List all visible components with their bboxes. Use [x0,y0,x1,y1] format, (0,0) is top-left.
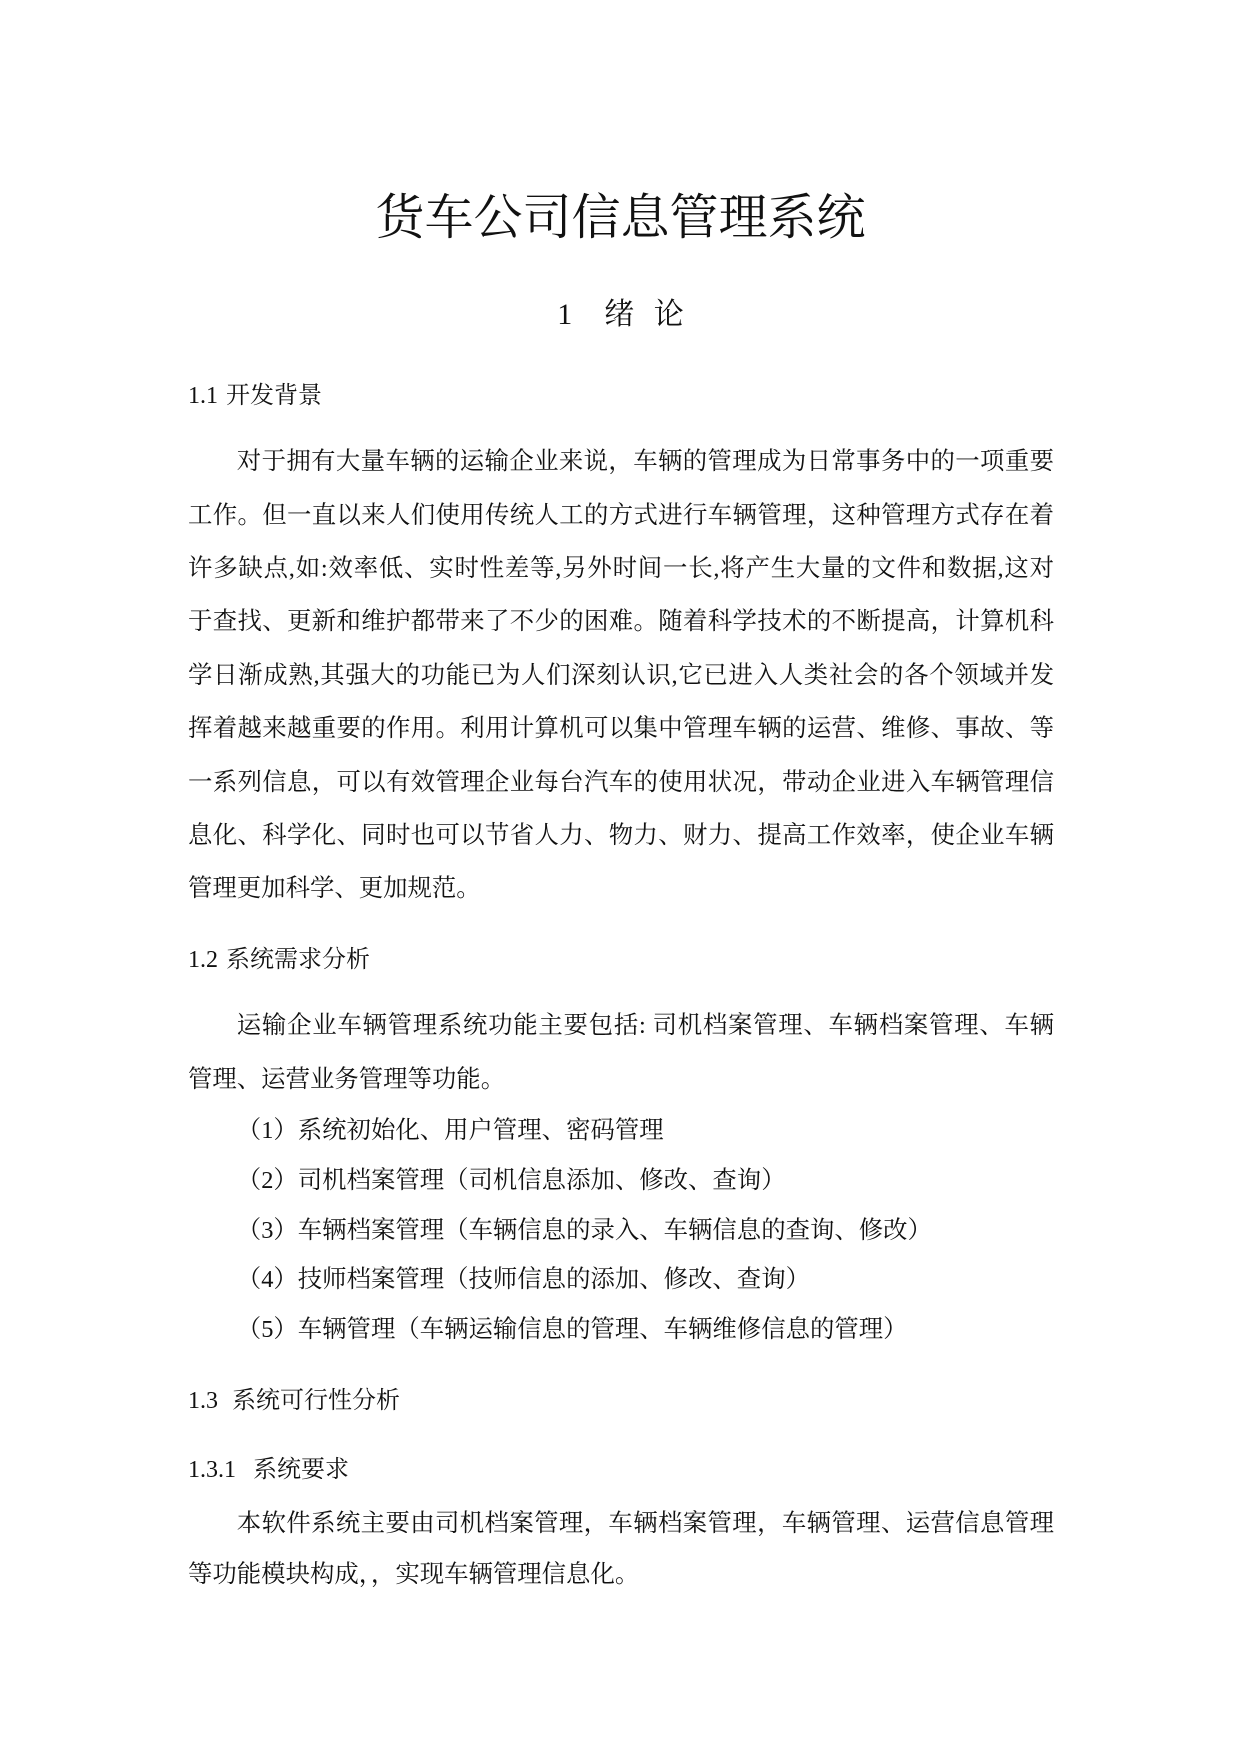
section-title: 系统可行性分析 [232,1386,400,1414]
subsection-number: 1.3.1 [188,1457,236,1483]
paragraph-line: 等功能模块构成，，实现车辆管理信息化。 [188,1560,640,1588]
list-item: （5）车辆管理（车辆运输信息的管理、车辆维修信息的管理） [236,1316,908,1343]
section-heading-1-3 [188,1384,400,1416]
requirements-list [188,1106,1054,1355]
chapter-number: 1 [557,298,573,331]
list-item: （4）技师档案管理（技师信息的添加、修改、查询） [236,1266,810,1294]
list-item: （1）系统初始化、用户管理、密码管理 [236,1117,664,1144]
paragraph-system-requirements [188,1498,1054,1600]
paragraph-line: 对于拥有大量车辆的运输企业来说，车辆的管理成为日常事务中的一项重要 [236,448,1054,476]
section-heading-1-2 [188,943,370,975]
paragraph-line: 本软件系统主要由司机档案管理，车辆档案管理，车辆管理、运营信息管理 [236,1509,1054,1537]
subsection-title: 系统要求 [253,1457,349,1483]
paragraph-line: 学日渐成熟,其强大的功能已为人们深刻认识,它已进入人类社会的各个领域并发 [188,661,1054,689]
list-item: （3）车辆档案管理（车辆信息的录入、车辆信息的查询、修改） [236,1216,932,1244]
paragraph-line: 一系列信息，可以有效管理企业每台汽车的使用状况，带动企业进入车辆管理信 [188,768,1054,796]
paragraph-line: 许多缺点,如:效率低、实时性差等,另外时间一长,将产生大量的文件和数据,这对 [188,555,1054,583]
paragraph-line: 息化、科学化、同时也可以节省人力、物力、财力、提高工作效率，使企业车辆 [188,822,1054,850]
paragraph-line: 工作。但一直以来人们使用传统人工的方式进行车辆管理，这种管理方式存在着 [188,501,1054,529]
section-number: 1.1 [188,383,218,409]
section-heading-1-1 [188,379,322,411]
paragraph-line: 于查找、更新和维护都带来了不少的困难。随着科学技术的不断提高，计算机科 [188,608,1054,636]
chapter-heading [0,295,1241,335]
section-title: 系统需求分析 [226,945,370,973]
section-number: 1.2 [188,947,218,973]
chapter-title: 绪 论 [604,297,684,332]
list-item: （2）司机档案管理（司机信息添加、修改、查询） [236,1166,786,1194]
paragraph-line: 运输企业车辆管理系统功能主要包括: 司机档案管理、车辆档案管理、车辆 [236,1012,1054,1040]
paragraph-line: 管理、运营业务管理等功能。 [188,1065,506,1093]
section-number: 1.3 [188,1388,218,1414]
paragraph-requirements [188,999,1054,1106]
subsection-heading-1-3-1 [188,1454,349,1486]
document-title: 货车公司信息管理系统 [375,189,866,246]
section-title: 开发背景 [226,381,322,409]
paragraph-line: 管理更加科学、更加规范。 [188,875,481,903]
paragraph-development-background [188,435,1054,916]
paragraph-line: 挥着越来越重要的作用。利用计算机可以集中管理车辆的运营、维修、事故、等 [188,715,1054,743]
